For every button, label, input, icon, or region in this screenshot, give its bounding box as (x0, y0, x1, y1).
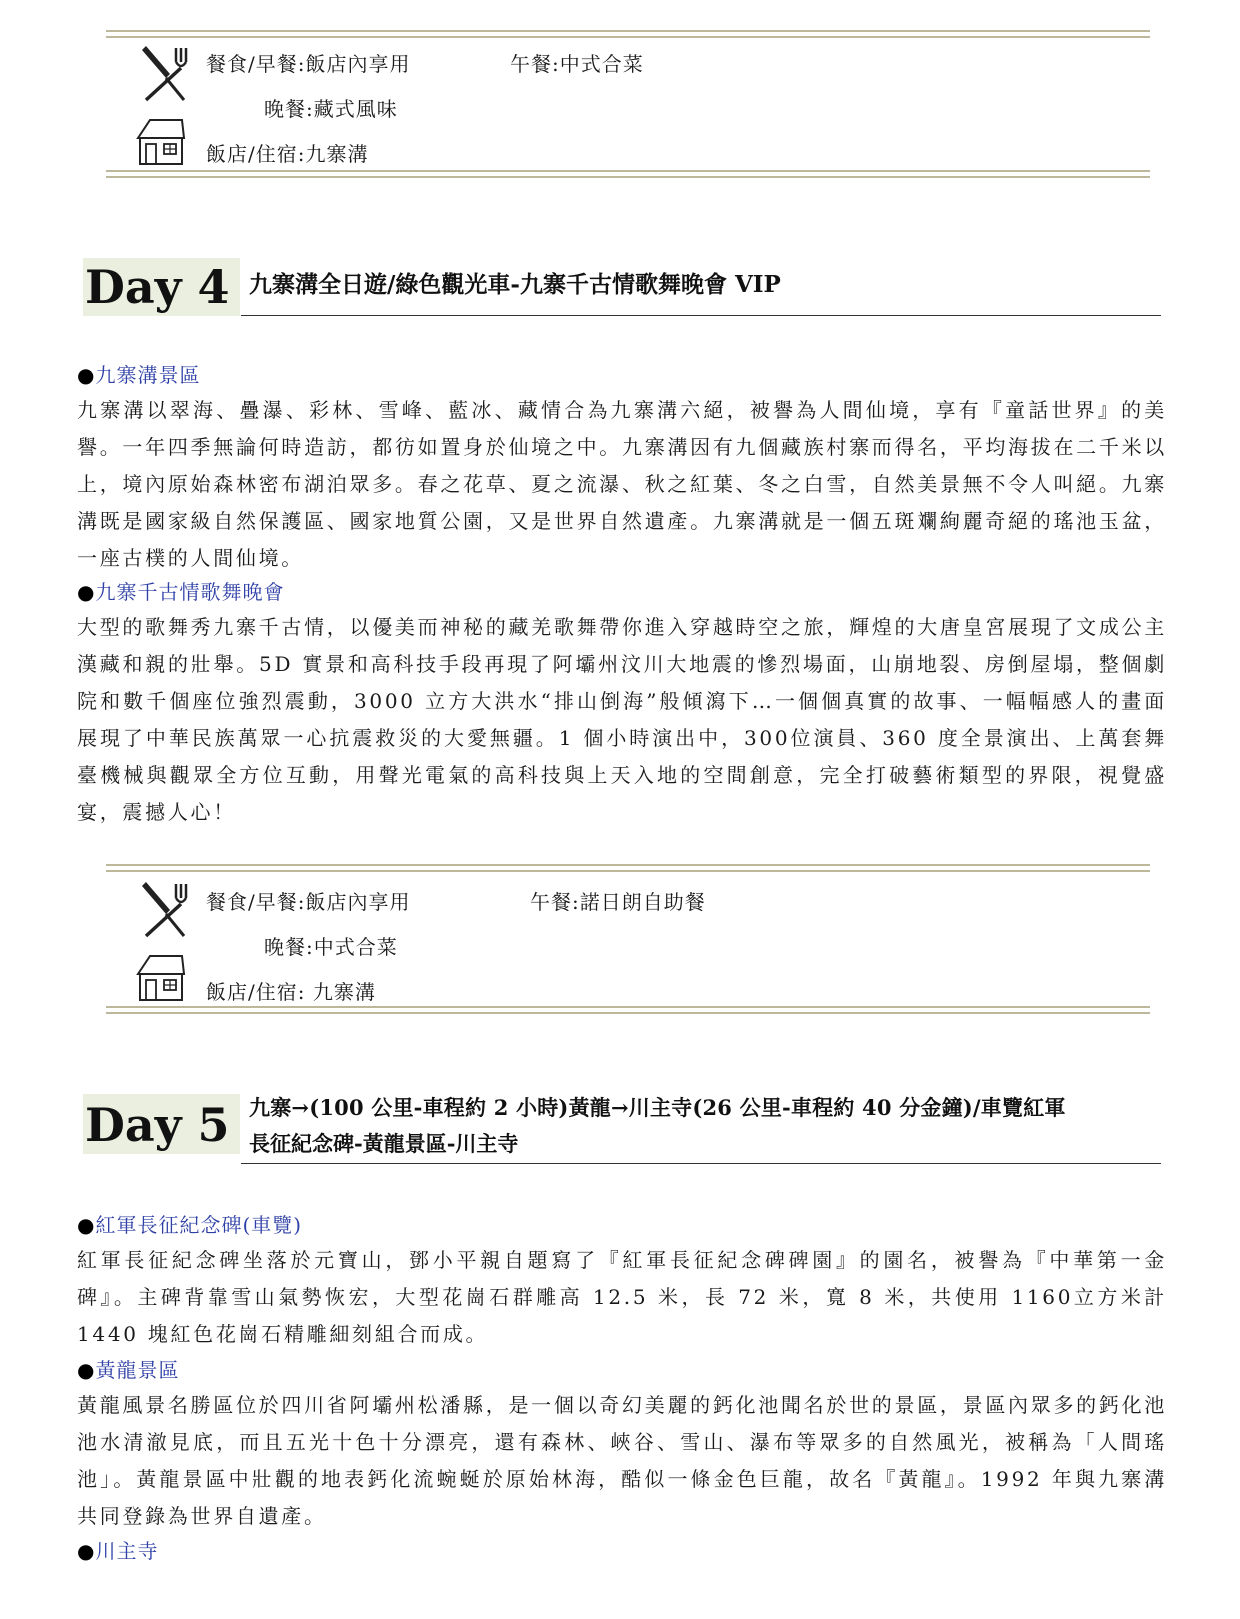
day5-title-rule (241, 1163, 1161, 1164)
section-body: 大型的歌舞秀九寨千古情，以優美而神秘的藏羌歌舞帶你進入穿越時空之旅，輝煌的大唐皇宮展現了文成公主漢藏和親的壯舉。5D 實景和高科技手段再現了阿壩州汶川大地震的慘烈場面，山崩地裂、房倒屋塌，整個劇院和數千個座位強烈震動，3000 立方大洪水“排山倒海”般傾瀉下…一個個真實的故事、一幅幅感人的畫面展現了中華民族萬眾一心抗震救災的大愛無疆。1 個小時演出中，300位演員、360 度全景演出、上萬套舞臺機械與觀眾全方位互動，用聲光電氣的高科技與上天入地的空間創意，完全打破藝術類型的界限，視覺盛宴，震撼人心！ (77, 615, 1167, 824)
section-title: ●紅軍長征紀念碑(車覽) (77, 1213, 303, 1237)
day4-section-1 (77, 358, 1167, 577)
meal-box-2 (106, 864, 1150, 1016)
box-top-rule (106, 864, 1150, 872)
box-bottom-rule (106, 170, 1150, 178)
meals-label: 餐食/早餐:飯店內享用 (206, 890, 411, 914)
section-body: 紅軍長征紀念碑坐落於元寶山，鄧小平親自題寫了『紅軍長征紀念碑碑園』的園名，被譽為『中華第一金碑』。主碑背靠雪山氣勢恢宏，大型花崗石群雕高 12.5 米，長 72 米，寬 8 米，共使用 1160立方米計 1440 塊紅色花崗石精雕細刻組合而成。 (77, 1248, 1167, 1346)
day5-label: Day 5 (83, 1094, 240, 1154)
dinner-text: 晚餐:中式合菜 (264, 935, 398, 959)
bullet-icon: ● (77, 1213, 96, 1237)
box-bottom-rule (106, 1006, 1150, 1014)
section-title: ●黃龍景區 (77, 1358, 180, 1382)
bullet-icon: ● (77, 1539, 96, 1563)
house-icon (134, 116, 186, 166)
box-top-rule (106, 30, 1150, 38)
hotel-text: 飯店/住宿:九寨溝 (206, 142, 369, 166)
section-title: ●九寨溝景區 (77, 363, 201, 387)
section-body: 黃龍風景名勝區位於四川省阿壩州松潘縣，是一個以奇幻美麗的鈣化池聞名於世的景區，景區內眾多的鈣化池池水清澈見底，而且五光十色十分漂亮，還有森林、峽谷、雪山、瀑布等眾多的自然風光，被稱為「人間瑤池」。黃龍景區中壯觀的地表鈣化流蜿蜒於原始林海，酷似一條金色巨龍，故名『黃龍』。1992 年與九寨溝共同登錄為世界自遺產。 (77, 1393, 1167, 1528)
day5-section-1 (77, 1208, 1167, 1353)
day4-title-rule (241, 315, 1161, 316)
meal-box-1 (106, 30, 1150, 180)
section-title: ●九寨千古情歌舞晚會 (77, 580, 285, 604)
section-body: 九寨溝以翠海、疊瀑、彩林、雪峰、藍冰、藏情合為九寨溝六絕，被譽為人間仙境，享有『童話世界』的美譽。一年四季無論何時造訪，都彷如置身於仙境之中。九寨溝因有九個藏族村寨而得名，平均海拔在二千米以上，境內原始森林密布湖泊眾多。春之花草、夏之流瀑、秋之紅葉、冬之白雪，自然美景無不令人叫絕。九寨溝既是國家級自然保護區、國家地質公園，又是世界自然遺產。九寨溝就是一個五斑斕絢麗奇絕的瑤池玉盆，一座古樸的人間仙境。 (77, 398, 1167, 570)
day5-title-line-1: 九寨→(100 公里-車程約 2 小時)黃龍→川主寺(26 公里-車程約 40 分金鐘)/車覽紅軍 (249, 1095, 1066, 1120)
dinner-text: 晚餐:藏式風味 (264, 97, 398, 121)
day4-title: 九寨溝全日遊/綠色觀光車-九寨千古情歌舞晚會 VIP (249, 271, 781, 298)
section-title: ●川主寺 (77, 1539, 159, 1563)
hotel-text: 飯店/住宿: 九寨溝 (206, 980, 376, 1004)
day5-section-3 (77, 1534, 1167, 1568)
lunch-text: 午餐:中式合菜 (510, 52, 644, 76)
day5-title-line-2: 長征紀念碑-黃龍景區-川主寺 (249, 1131, 519, 1156)
house-icon (134, 952, 186, 1002)
day4-label: Day 4 (83, 258, 240, 316)
day5-section-2 (77, 1353, 1167, 1535)
bullet-icon: ● (77, 363, 96, 387)
bullet-icon: ● (77, 580, 96, 604)
meals-label: 餐食/早餐:飯店內享用 (206, 52, 411, 76)
day4-section-2 (77, 575, 1167, 831)
utensils-icon (136, 44, 192, 104)
day5-header (83, 1090, 1163, 1170)
lunch-text: 午餐:諾日朗自助餐 (530, 890, 706, 914)
utensils-icon (136, 880, 192, 940)
day4-header (83, 258, 1163, 320)
bullet-icon: ● (77, 1358, 96, 1382)
